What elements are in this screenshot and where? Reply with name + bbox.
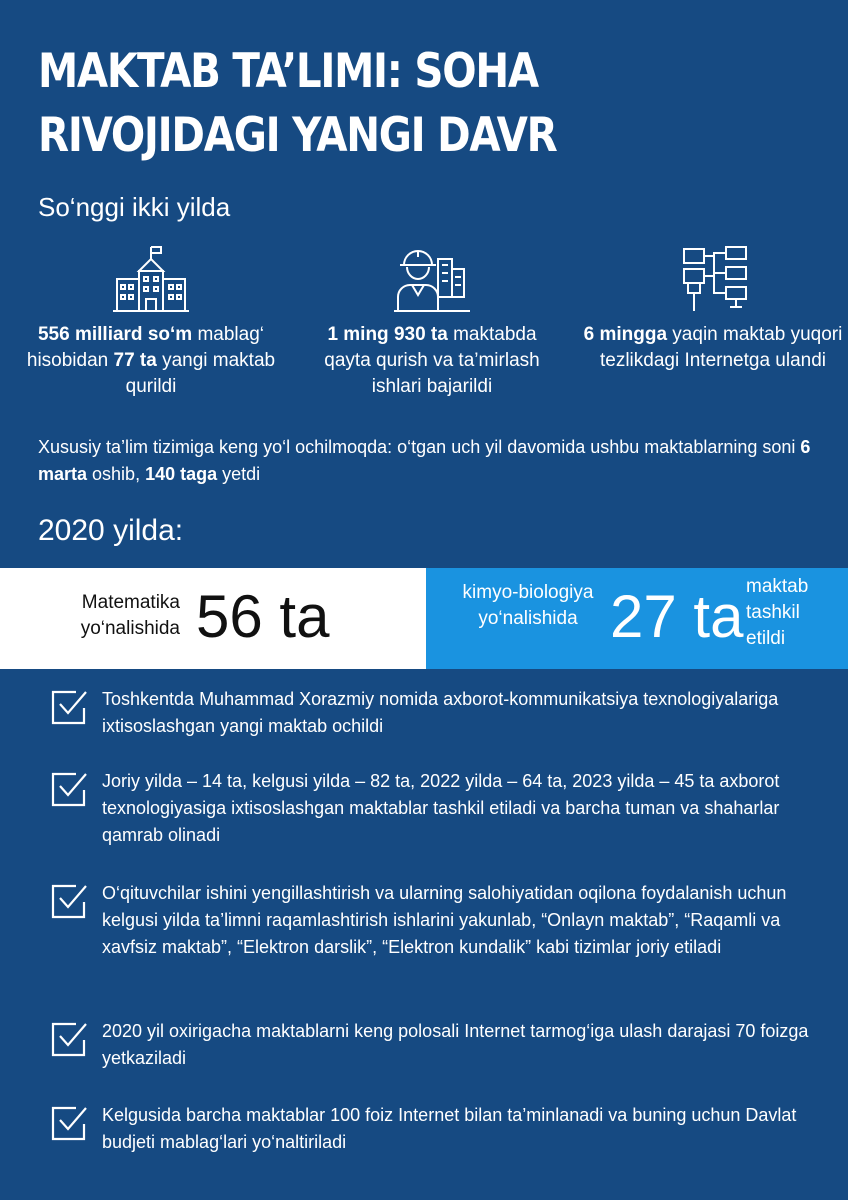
year-heading: 2020 yilda: [38, 514, 184, 547]
stat-value: 556 milliard so‘m [37, 324, 193, 345]
chem-bio-count: 27 ta [610, 583, 744, 650]
title-line-1: MAKTAB TA’LIMI: SOHA [38, 44, 538, 99]
stat-value: 77 ta [113, 350, 157, 371]
stat-value: 6 mingga [583, 324, 668, 345]
subtitle: So‘nggi ikki yilda [38, 192, 231, 222]
list-item-text: Joriy yilda – 14 ta, kelgusi yilda – 82 ta, 2022 yilda – 64 ta, 2023 yilda – 45 ta axborot texnologiyasiga ixtisoslashgan maktablar tashkil etiladi va barcha tuman va shaharlar qamrab olinadi [102, 771, 780, 845]
chem-bio-label: kimyo-biologiya yo‘nalishida [462, 582, 594, 629]
list-item-text: Kelgusida barcha maktablar 100 foiz Internet bilan ta’minlanadi va buning uchun Davlat budjeti mablag‘lari yo‘naltiriladi [102, 1105, 797, 1152]
title-line-2: RIVOJIDAGI YANGI DAVR [38, 108, 557, 163]
text-part: Xususiy ta’lim tizimiga keng yo‘l ochilmoqda: o‘tgan uch yil davomida ushbu maktablarning soni [38, 437, 801, 457]
text-bold: 6 marta [38, 437, 811, 484]
stat-value: 1 ming 930 ta [327, 324, 448, 345]
math-label: Matematika yo‘nalishida [80, 592, 180, 639]
stat-internet-schools [583, 322, 843, 374]
stat-text: yaqin maktab yuqori tezlikdagi Internetga ulandi [599, 324, 843, 371]
list-item-text: 2020 yil oxirigacha maktablarni keng polosali Internet tarmog‘iga ulash darajasi 70 foizga yetkaziladi [102, 1021, 809, 1068]
private-education-text [38, 434, 818, 488]
checkbox-checked-icon [50, 882, 88, 920]
math-count: 56 ta [196, 583, 330, 650]
stat-new-schools [21, 322, 281, 400]
stat-text: yangi maktab qurildi [125, 350, 276, 397]
stat-text: maktabda qayta qurish va ta’mirlash ishlari bajarildi [324, 324, 540, 397]
checkbox-checked-icon [50, 688, 88, 726]
checkbox-checked-icon [50, 1104, 88, 1142]
network-connection-icon [678, 245, 754, 315]
chem-bio-schools-panel [426, 568, 848, 669]
page-title [38, 40, 709, 168]
list-item-text: O‘qituvchilar ishini yengillashtirish va ularning salohiyatidan oqilona foydalanish uchun kelgusi yilda ta’limni raqamlashtirish ishlarini yakunlab, “Onlayn maktab”, “Raqamli va xavfsiz maktab”, “Elektron darslik”, “Elektron kundalik” kabi tizimlar joriy etiladi [102, 883, 787, 957]
list-item-text: Toshkentda Muhammad Xorazmiy nomida axborot-kommunikatsiya texnologiyalariga ixtisoslashgan yangi maktab ochildi [102, 689, 779, 736]
text-part: oshib, [87, 464, 146, 484]
established-label: maktab tashkil etildi [746, 576, 809, 649]
math-schools-panel [0, 568, 426, 669]
checkbox-checked-icon [50, 1020, 88, 1058]
checkbox-checked-icon [50, 770, 88, 808]
text-part: yetdi [217, 464, 261, 484]
construction-worker-icon [394, 245, 470, 315]
stat-text: mablag‘ hisobidan [26, 324, 264, 371]
stat-renovated-schools [302, 322, 562, 400]
text-bold: 140 taga [145, 464, 218, 484]
school-building-icon [113, 245, 189, 315]
